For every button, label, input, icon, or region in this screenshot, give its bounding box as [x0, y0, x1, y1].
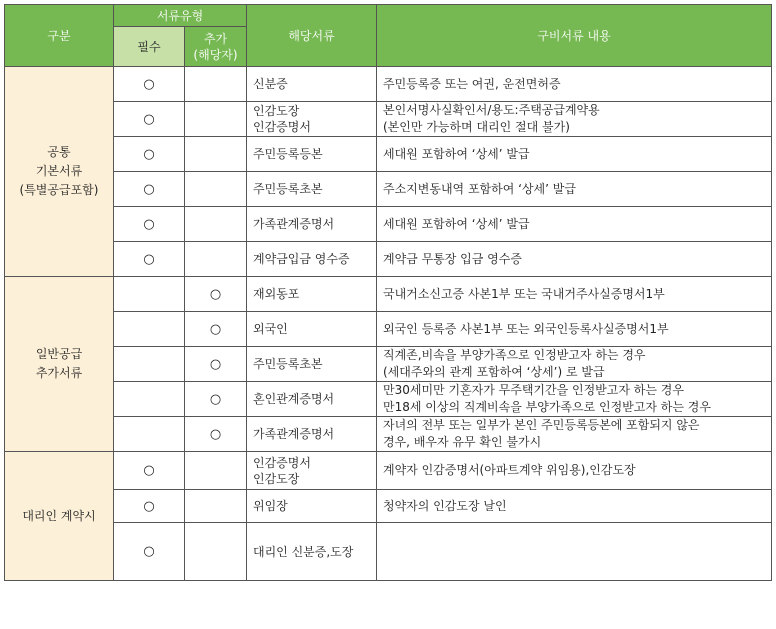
required-cell	[114, 67, 185, 102]
document-name	[247, 102, 377, 137]
required-cell	[114, 102, 185, 137]
document-description-line: 세대원 포함하여 ‘상세’ 발급	[383, 216, 530, 231]
circle-mark-icon: ○	[143, 498, 155, 514]
document-description-line: 국내거소신고증 사본1부 또는 국내거주사실증명서1부	[383, 286, 665, 301]
required-cell	[114, 417, 185, 452]
table-body	[5, 67, 772, 581]
document-name-line: 가족관계증명서	[253, 427, 335, 441]
additional-cell	[185, 523, 247, 581]
group-name	[5, 277, 114, 452]
header-category: 구분	[5, 5, 114, 67]
document-name-line: 계약금입금 영수증	[253, 252, 350, 266]
required-cell	[114, 382, 185, 417]
group-name-line: 공통	[47, 145, 71, 159]
header-additional	[185, 27, 247, 67]
document-description	[377, 242, 772, 277]
table-row	[5, 452, 772, 490]
document-name-line: 주민등록초본	[253, 182, 323, 196]
additional-cell	[185, 312, 247, 347]
circle-mark-icon: ○	[209, 286, 222, 302]
circle-mark-icon: ○	[209, 426, 222, 442]
document-name	[247, 277, 377, 312]
document-description	[377, 172, 772, 207]
document-name-line: 신분증	[253, 77, 288, 91]
header-additional-line1: 추가	[203, 31, 228, 46]
circle-mark-icon: ○	[143, 181, 155, 197]
document-description-line: 계약자 인감증명서(아파트계약 위임용),인감도장	[383, 463, 636, 477]
table-row	[5, 382, 772, 417]
document-name	[247, 172, 377, 207]
circle-mark-icon: ○	[143, 251, 155, 267]
group-name-line: 기본서류	[35, 164, 83, 178]
required-cell	[114, 242, 185, 277]
document-description-line: 경우, 배우자 유무 확인 불가시	[383, 435, 542, 449]
document-description-line: 자녀의 전부 또는 일부가 본인 주민등록등본에 포함되지 않은	[383, 418, 700, 432]
circle-mark-icon: ○	[143, 111, 155, 127]
document-name	[247, 382, 377, 417]
additional-cell	[185, 382, 247, 417]
document-description	[377, 312, 772, 347]
group-name-line: 대리인 계약시	[22, 508, 96, 523]
additional-cell	[185, 67, 247, 102]
table-row	[5, 312, 772, 347]
required-cell	[114, 277, 185, 312]
document-description-line: 계약금 무통장 입금 영수증	[383, 251, 522, 266]
required-cell	[114, 312, 185, 347]
document-name-line: 인감도장	[253, 471, 300, 486]
circle-mark-icon: ○	[209, 356, 222, 372]
document-description-line: 세대원 포함하여 ‘상세’ 발급	[383, 146, 530, 161]
circle-mark-icon: ○	[143, 463, 155, 478]
table-row	[5, 490, 772, 523]
document-name-line: 인감증명서	[253, 455, 311, 470]
document-description-line: 만30세미만 기혼자가 무주택기간을 인정받고자 하는 경우	[383, 383, 684, 397]
required-cell	[114, 172, 185, 207]
document-name-line: 혼인관계증명서	[253, 392, 335, 406]
document-description	[377, 523, 772, 581]
group-name-line: 일반공급	[35, 347, 83, 361]
document-name	[247, 452, 377, 490]
table-row	[5, 523, 772, 581]
document-name	[247, 242, 377, 277]
table-row	[5, 417, 772, 452]
additional-cell	[185, 347, 247, 382]
document-description	[377, 452, 772, 490]
circle-mark-icon: ○	[209, 321, 222, 337]
document-name-line: 주민등록등본	[253, 147, 323, 161]
table-row	[5, 207, 772, 242]
group-name	[5, 67, 114, 277]
document-description-line: 본인서명사실확인서/용도:주택공급계약용	[383, 103, 600, 117]
document-name-line: 가족관계증명서	[253, 217, 335, 231]
required-cell	[114, 347, 185, 382]
header-required: 필수	[114, 27, 185, 67]
group-name-line: (특별공급포함)	[19, 183, 99, 197]
document-description	[377, 417, 772, 452]
document-description	[377, 382, 772, 417]
document-name-line: 인감도장	[253, 104, 300, 118]
additional-cell	[185, 452, 247, 490]
required-cell	[114, 523, 185, 581]
header-document: 해당서류	[247, 5, 377, 67]
document-name	[247, 67, 377, 102]
document-name-line: 재외동포	[253, 287, 300, 301]
document-description	[377, 277, 772, 312]
document-description-line: 만18세 이상의 직계비속을 부양가족으로 인정받고자 하는 경우	[383, 400, 711, 414]
additional-cell	[185, 207, 247, 242]
header-contents: 구비서류 내용	[377, 5, 772, 67]
document-name-line: 위임장	[253, 499, 288, 513]
document-name	[247, 417, 377, 452]
header-doc-type: 서류유형	[114, 5, 247, 27]
document-name-line: 외국인	[253, 322, 288, 336]
document-description-line: 직계존,비속을 부양가족으로 인정받고자 하는 경우	[383, 348, 646, 362]
table-row	[5, 137, 772, 172]
document-description	[377, 207, 772, 242]
document-name	[247, 347, 377, 382]
document-description-line: (세대주와의 관계 포함하여 ‘상세’) 로 발급	[383, 365, 605, 379]
document-name-line: 대리인 신분증,도장	[253, 544, 354, 559]
document-name	[247, 207, 377, 242]
document-description-line: 외국인 등록증 사본1부 또는 외국인등록사실증명서1부	[383, 321, 669, 336]
additional-cell	[185, 102, 247, 137]
circle-mark-icon: ○	[143, 76, 155, 92]
table-row	[5, 172, 772, 207]
table-row	[5, 347, 772, 382]
document-description-line: 주민등록증 또는 여권, 운전면허증	[383, 76, 561, 91]
additional-cell	[185, 172, 247, 207]
circle-mark-icon: ○	[143, 146, 155, 162]
table-row	[5, 277, 772, 312]
circle-mark-icon: ○	[143, 216, 155, 232]
header-additional-line2: (해당자)	[193, 47, 238, 62]
document-name	[247, 490, 377, 523]
additional-cell	[185, 277, 247, 312]
required-cell	[114, 490, 185, 523]
document-name	[247, 312, 377, 347]
document-name	[247, 523, 377, 581]
document-description-line: (본인만 가능하며 대리인 절대 불가)	[383, 120, 570, 134]
table-row	[5, 242, 772, 277]
additional-cell	[185, 137, 247, 172]
required-cell	[114, 207, 185, 242]
required-cell	[114, 137, 185, 172]
document-description	[377, 490, 772, 523]
document-description	[377, 137, 772, 172]
group-name	[5, 452, 114, 581]
document-description	[377, 347, 772, 382]
circle-mark-icon: ○	[143, 544, 155, 559]
document-description	[377, 67, 772, 102]
document-description	[377, 102, 772, 137]
group-name-line: 추가서류	[35, 366, 83, 380]
additional-cell	[185, 242, 247, 277]
document-description-line: 청약자의 인감도장 날인	[383, 498, 507, 513]
additional-cell	[185, 490, 247, 523]
document-name-line: 인감증명서	[253, 120, 311, 134]
required-cell	[114, 452, 185, 490]
table-row	[5, 67, 772, 102]
document-name	[247, 137, 377, 172]
required-documents-table	[4, 4, 772, 581]
additional-cell	[185, 417, 247, 452]
circle-mark-icon: ○	[209, 391, 222, 407]
table-row	[5, 102, 772, 137]
document-description-line: 주소지변동내역 포함하여 ‘상세’ 발급	[383, 181, 576, 196]
document-name-line: 주민등록초본	[253, 357, 323, 371]
